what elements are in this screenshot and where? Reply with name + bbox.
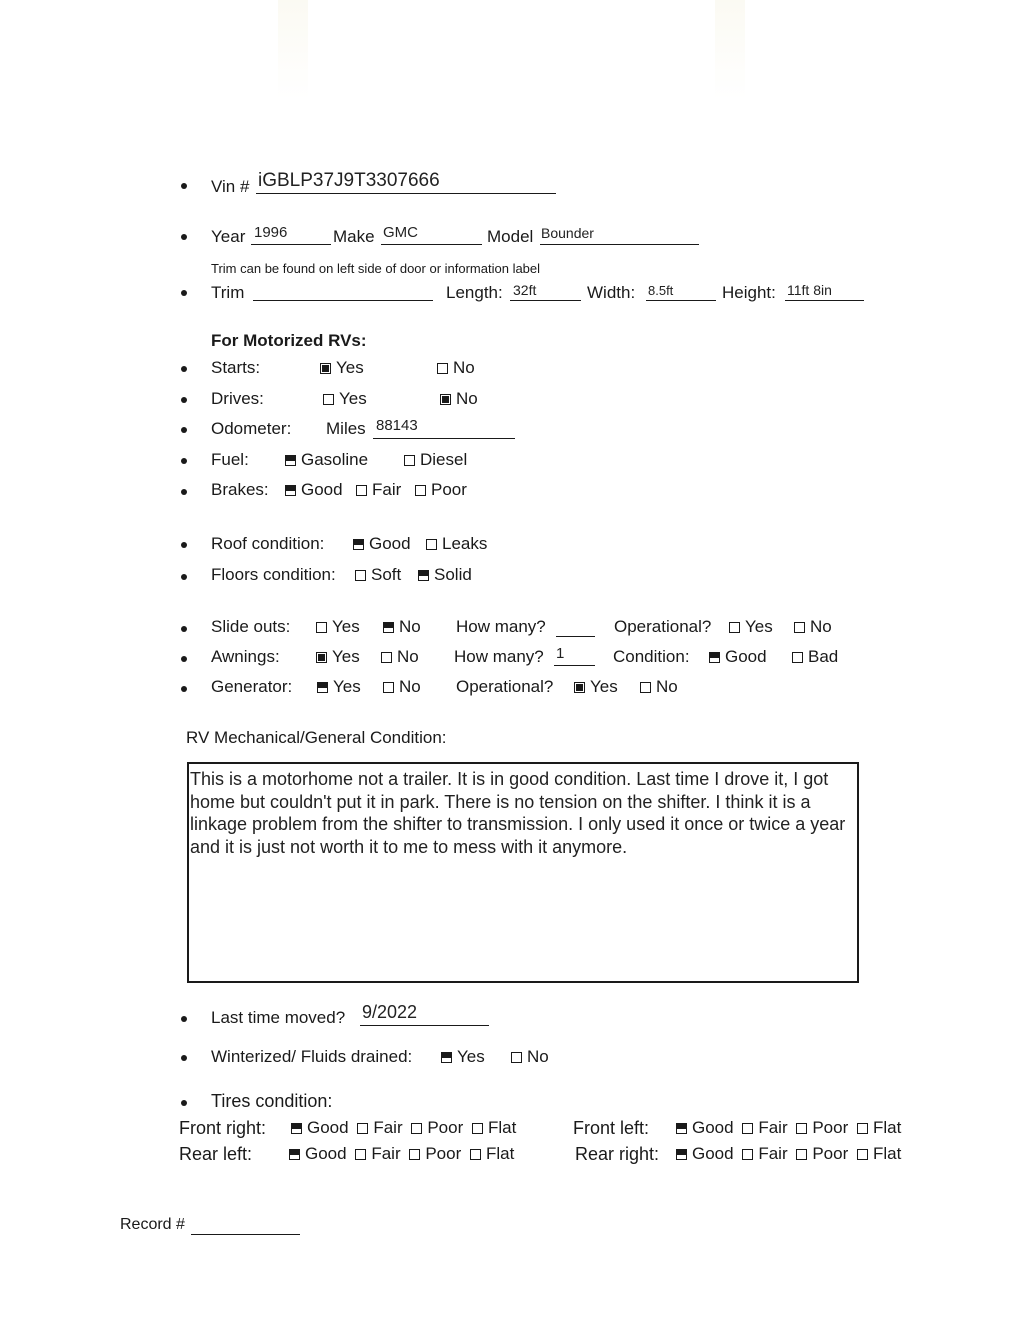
winterized-label: Winterized/ Fluids drained: (211, 1047, 413, 1066)
rear-right-fair-checkbox[interactable] (742, 1149, 753, 1160)
odometer-label: Odometer: (211, 419, 292, 438)
rear-left-flat-option[interactable] (470, 1145, 514, 1162)
miles-value: 88143 (376, 417, 418, 434)
winterized-no-checkbox[interactable] (511, 1052, 522, 1063)
slide-outs-yes-checkbox[interactable] (316, 622, 327, 633)
slide-outs-no-option[interactable] (383, 618, 421, 635)
option-label: Poor (425, 1144, 462, 1163)
option-label: No (399, 617, 421, 636)
option-label: No (527, 1047, 549, 1066)
option-label: Flat (486, 1144, 515, 1163)
length-value: 32ft (513, 282, 537, 298)
front-right-flat-checkbox[interactable] (472, 1123, 483, 1134)
rear-left-good-option[interactable] (289, 1145, 347, 1162)
mechanical-label: RV Mechanical/General Condition: (186, 728, 447, 747)
awnings-label: Awnings: (211, 647, 280, 666)
front-right-poor-option[interactable] (411, 1119, 463, 1136)
bullet (181, 626, 187, 632)
option-label: No (810, 617, 832, 636)
width-value: 8.5ft (648, 283, 674, 298)
option-label: Yes (332, 617, 360, 636)
front-left-label: Front left: (573, 1118, 650, 1138)
bullet (181, 458, 187, 464)
generator-no-option[interactable] (383, 678, 421, 695)
rear-right-poor-checkbox[interactable] (796, 1149, 807, 1160)
generator-label: Generator: (211, 677, 293, 696)
slide-outs-op-yes-checkbox[interactable] (729, 622, 740, 633)
option-label: Yes (332, 647, 360, 666)
vin-label: Vin # (211, 177, 250, 196)
slide-outs-label: Slide outs: (211, 617, 291, 636)
generator-yes-option[interactable] (317, 678, 361, 695)
option-label: Yes (333, 677, 361, 696)
roof-good-checkbox[interactable] (353, 539, 364, 550)
front-left-flat-checkbox[interactable] (857, 1123, 868, 1134)
front-left-poor-option[interactable] (796, 1119, 848, 1136)
awnings-how-many-value: 1 (556, 645, 565, 662)
rear-left-flat-checkbox[interactable] (470, 1149, 481, 1160)
roof-leaks-checkbox[interactable] (426, 539, 437, 550)
option-label: Good (369, 534, 411, 553)
rear-right-label: Rear right: (575, 1144, 660, 1164)
awnings-yes-checkbox[interactable] (316, 652, 327, 663)
starts-label: Starts: (211, 358, 261, 377)
rear-left-options (289, 1145, 514, 1162)
generator-op-no-checkbox[interactable] (640, 682, 651, 693)
record-field[interactable] (191, 1214, 300, 1235)
vin-value: iGBLP37J9T3307666 (258, 170, 440, 191)
awnings-bad-option[interactable] (792, 648, 838, 665)
front-right-poor-checkbox[interactable] (411, 1123, 422, 1134)
option-label: Yes (336, 358, 364, 377)
front-left-flat-option[interactable] (857, 1119, 901, 1136)
front-left-options (676, 1119, 901, 1136)
front-right-label: Front right: (179, 1118, 267, 1138)
awnings-bad-checkbox[interactable] (792, 652, 803, 663)
brakes-label: Brakes: (211, 480, 269, 499)
generator-op-yes-option[interactable] (574, 678, 618, 695)
floors-soft-option[interactable] (355, 566, 401, 583)
starts-no-option[interactable] (437, 359, 475, 376)
bullet (181, 290, 187, 296)
bullet (181, 183, 187, 189)
rear-left-poor-option[interactable] (409, 1145, 461, 1162)
drives-no-option[interactable] (440, 390, 478, 407)
winterized-yes-option[interactable] (441, 1048, 485, 1065)
winterized-no-option[interactable] (511, 1048, 549, 1065)
generator-no-checkbox[interactable] (383, 682, 394, 693)
option-label: Poor (812, 1118, 849, 1137)
year-value: 1996 (254, 224, 288, 241)
drives-label: Drives: (211, 389, 264, 408)
front-left-poor-checkbox[interactable] (796, 1123, 807, 1134)
tires-heading: Tires condition: (211, 1091, 333, 1111)
bullet (181, 1016, 187, 1022)
option-label: Flat (873, 1144, 902, 1163)
fuel-diesel-option[interactable] (404, 451, 467, 468)
awnings-good-option[interactable] (709, 648, 767, 665)
awnings-yes-option[interactable] (316, 648, 360, 665)
front-right-fair-checkbox[interactable] (357, 1123, 368, 1134)
bullet (181, 574, 187, 580)
fuel-label: Fuel: (211, 450, 249, 469)
trim-label: Trim (211, 283, 245, 302)
front-right-good-option[interactable] (291, 1119, 349, 1136)
option-label: Diesel (420, 450, 468, 469)
awnings-how-many-label: How many? (454, 647, 544, 666)
make-label: Make (333, 227, 375, 246)
slide-outs-op-yes-option[interactable] (729, 618, 773, 635)
floors-solid-option[interactable] (418, 566, 472, 583)
option-label: Good (725, 647, 767, 666)
option-label: Fair (373, 1118, 403, 1137)
last-moved-label: Last time moved? (211, 1008, 346, 1027)
option-label: Yes (745, 617, 773, 636)
make-value: GMC (383, 224, 418, 241)
option-label: Soft (371, 565, 402, 584)
trim-note: Trim can be found on left side of door or information label (211, 261, 541, 276)
front-left-good-checkbox[interactable] (676, 1123, 687, 1134)
generator-yes-checkbox[interactable] (317, 682, 328, 693)
rear-right-fair-option[interactable] (742, 1145, 787, 1162)
option-label: Good (301, 480, 343, 499)
front-right-flat-option[interactable] (472, 1119, 516, 1136)
option-label: Flat (488, 1118, 517, 1137)
awnings-condition-label: Condition: (613, 647, 690, 666)
front-right-options (291, 1119, 516, 1136)
model-value: Bounder (541, 225, 594, 241)
option-label: Good (692, 1144, 734, 1163)
drives-no-checkbox[interactable] (440, 394, 451, 405)
option-label: Yes (457, 1047, 485, 1066)
awnings-no-option[interactable] (381, 648, 419, 665)
bullet (181, 397, 187, 403)
rear-left-good-checkbox[interactable] (289, 1149, 300, 1160)
last-moved-value: 9/2022 (362, 1002, 418, 1022)
slide-outs-how-many-label: How many? (456, 617, 546, 636)
brakes-good-option[interactable] (285, 481, 343, 498)
option-label: Good (692, 1118, 734, 1137)
brakes-poor-option[interactable] (415, 481, 467, 498)
slide-outs-operational-label: Operational? (614, 617, 712, 636)
brakes-good-checkbox[interactable] (285, 485, 296, 496)
slide-outs-op-no-checkbox[interactable] (794, 622, 805, 633)
option-label: No (453, 358, 475, 377)
roof-good-option[interactable] (353, 535, 411, 552)
slide-outs-no-checkbox[interactable] (383, 622, 394, 633)
bullet (181, 489, 187, 495)
rear-right-flat-option[interactable] (857, 1145, 901, 1162)
bullet (181, 542, 187, 548)
option-label: Fair (372, 480, 402, 499)
rear-left-fair-checkbox[interactable] (355, 1149, 366, 1160)
generator-op-yes-checkbox[interactable] (574, 682, 585, 693)
starts-no-checkbox[interactable] (437, 363, 448, 374)
option-label: Bad (808, 647, 839, 666)
rear-right-good-option[interactable] (676, 1145, 734, 1162)
bullet (181, 686, 187, 692)
awnings-good-checkbox[interactable] (709, 652, 720, 663)
option-label: Fair (758, 1118, 788, 1137)
option-label: No (456, 389, 478, 408)
brakes-fair-option[interactable] (356, 481, 401, 498)
rear-left-poor-checkbox[interactable] (409, 1149, 420, 1160)
starts-yes-option[interactable] (320, 359, 364, 376)
option-label: Yes (339, 389, 367, 408)
bullet (181, 1055, 187, 1061)
starts-yes-checkbox[interactable] (320, 363, 331, 374)
width-label: Width: (587, 283, 636, 302)
drives-yes-option[interactable] (323, 390, 367, 407)
fuel-diesel-checkbox[interactable] (404, 455, 415, 466)
rear-right-poor-option[interactable] (796, 1145, 848, 1162)
rear-right-options (676, 1145, 901, 1162)
option-label: Flat (873, 1118, 902, 1137)
floors-soft-checkbox[interactable] (355, 570, 366, 581)
record-label: Record # (120, 1216, 185, 1233)
model-label: Model (487, 227, 534, 246)
height-label: Height: (722, 283, 776, 302)
bullet (181, 656, 187, 662)
option-label: Poor (431, 480, 467, 499)
slide-outs-how-many-field[interactable] (556, 616, 595, 637)
year-label: Year (211, 227, 246, 246)
option-label: No (397, 647, 419, 666)
option-label: No (656, 677, 678, 696)
front-left-fair-option[interactable] (742, 1119, 787, 1136)
option-label: No (399, 677, 421, 696)
option-label: Solid (434, 565, 472, 584)
motorized-heading: For Motorized RVs: (211, 331, 367, 350)
brakes-poor-checkbox[interactable] (415, 485, 426, 496)
rear-right-good-checkbox[interactable] (676, 1149, 687, 1160)
slide-outs-yes-option[interactable] (316, 618, 360, 635)
rear-left-fair-option[interactable] (355, 1145, 400, 1162)
scan-artifact (715, 0, 745, 100)
rear-right-flat-checkbox[interactable] (857, 1149, 868, 1160)
option-label: Good (305, 1144, 347, 1163)
generator-operational-label: Operational? (456, 677, 554, 696)
roof-leaks-option[interactable] (426, 535, 487, 552)
height-value: 11ft 8in (787, 282, 832, 298)
fuel-gasoline-checkbox[interactable] (285, 455, 296, 466)
drives-yes-checkbox[interactable] (323, 394, 334, 405)
option-label: Gasoline (301, 450, 369, 469)
bullet (181, 234, 187, 240)
floors-label: Floors condition: (211, 565, 336, 584)
brakes-fair-checkbox[interactable] (356, 485, 367, 496)
rear-left-label: Rear left: (179, 1144, 253, 1164)
trim-field[interactable] (253, 280, 433, 301)
option-label: Fair (371, 1144, 401, 1163)
bullet (181, 366, 187, 372)
front-right-good-checkbox[interactable] (291, 1123, 302, 1134)
bullet (181, 427, 187, 433)
option-label: Poor (427, 1118, 464, 1137)
option-label: Yes (590, 677, 618, 696)
generator-op-no-option[interactable] (640, 678, 678, 695)
front-left-good-option[interactable] (676, 1119, 734, 1136)
floors-solid-checkbox[interactable] (418, 570, 429, 581)
bullet (181, 1100, 187, 1106)
scan-artifact (278, 0, 308, 100)
fuel-gasoline-option[interactable] (285, 451, 368, 468)
option-label: Leaks (442, 534, 488, 553)
option-label: Fair (758, 1144, 788, 1163)
length-label: Length: (446, 283, 503, 302)
winterized-yes-checkbox[interactable] (441, 1052, 452, 1063)
slide-outs-op-no-option[interactable] (794, 618, 832, 635)
front-left-fair-checkbox[interactable] (742, 1123, 753, 1134)
roof-label: Roof condition: (211, 534, 325, 553)
miles-label: Miles (326, 419, 366, 438)
front-right-fair-option[interactable] (357, 1119, 402, 1136)
awnings-no-checkbox[interactable] (381, 652, 392, 663)
option-label: Good (307, 1118, 349, 1137)
mechanical-text: This is a motorhome not a trailer. It is in good condition. Last time I drove it, I got home but couldn't put it in park. There is no tension on the shifter. I think it is a linkage problem from the shifter to transmission. I only used it once or twice a year and it is just not worth it to me to mess with it anymore. (190, 769, 846, 857)
option-label: Poor (812, 1144, 849, 1163)
